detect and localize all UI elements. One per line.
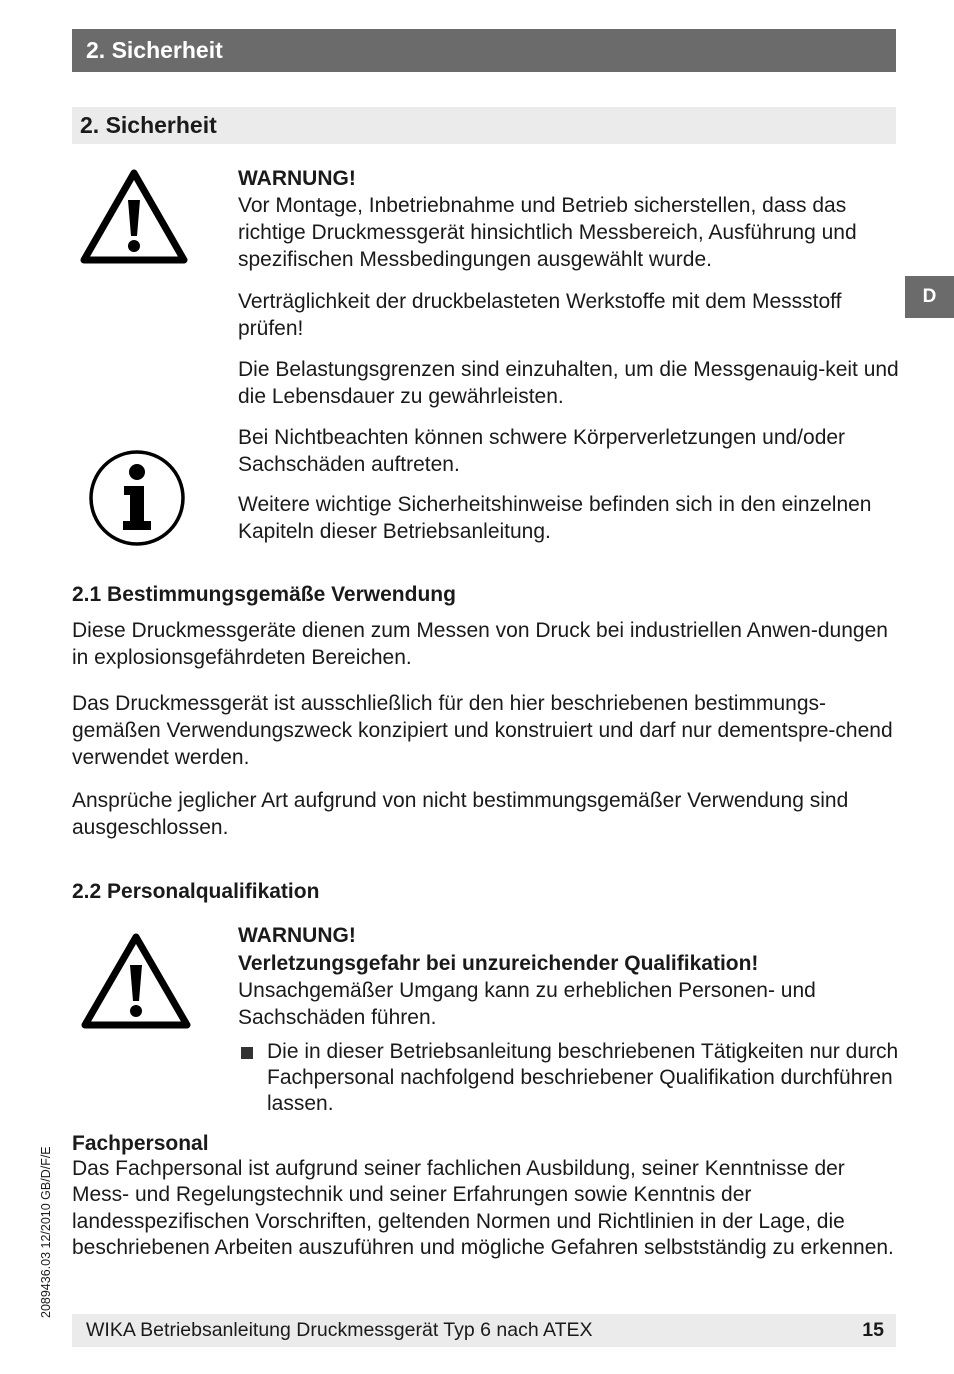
document-code: 2089436.03 12/2010 GB/D/F/E <box>39 1146 53 1318</box>
section-2-1-heading: 2.1 Bestimmungsgemäße Verwendung <box>72 583 456 606</box>
warning-triangle-icon <box>80 168 188 265</box>
info-circle-icon <box>87 448 187 548</box>
warning-label-2: WARNUNG! <box>238 924 356 947</box>
bullet-text: Die in dieser Betriebsanleitung beschriebenen Tätigkeiten nur durch Fachpersonal nachfolgend beschriebener Qualifikation durchführen lassen. <box>267 1040 899 1115</box>
bullet-square-icon <box>241 1047 253 1059</box>
warning-paragraph-1: Vor Montage, Inbetriebnahme und Betrieb sicherstellen, dass das richtige Druckmessgerät hinsichtlich Messbereich, Ausführung und spezifischen Messbedingungen ausgewählt wurde. <box>238 194 857 271</box>
section-2-1-paragraph-1: Diese Druckmessgeräte dienen zum Messen von Druck bei industriellen Anwen-dungen in explosionsgefährdeten Bereichen. <box>72 619 888 669</box>
warning-text-2: Unsachgemäßer Umgang kann zu erheblichen Personen- und Sachschäden führen. <box>238 979 816 1029</box>
warning-paragraph-4: Bei Nichtbeachten können schwere Körperverletzungen und/oder Sachschäden auftreten. <box>238 426 846 476</box>
fachpersonal-text: Das Fachpersonal ist aufgrund seiner fachlichen Ausbildung, seiner Kenntnisse der Mess- und Regelungstechnik und seiner Erfahrungen sowie Kenntnis der landesspezifischen Vorschriften, geltenden Normen und Richtlinien in der Lage, die beschriebenen Arbeiten auszuführen und mögliche Gefahren selbstständig zu erkennen. <box>72 1157 894 1259</box>
warning-triangle-icon <box>81 932 191 1030</box>
warning-title-2: Verletzungsgefahr bei unzureichender Qualifikation! <box>238 952 759 975</box>
fachpersonal-heading: Fachpersonal <box>72 1132 209 1155</box>
footer-title: WIKA Betriebsanleitung Druckmessgerät Typ 6 nach ATEX <box>86 1319 593 1341</box>
warning-paragraph-2: Verträglichkeit der druckbelasteten Werkstoffe mit dem Messstoff prüfen! <box>238 290 842 340</box>
page-number: 15 <box>862 1319 884 1341</box>
section-title: 2. Sicherheit <box>72 107 896 144</box>
info-paragraph: Weitere wichtige Sicherheitshinweise befinden sich in den einzelnen Kapiteln dieser Betriebsanleitung. <box>238 493 872 543</box>
warning-paragraph-3: Die Belastungsgrenzen sind einzuhalten, um die Messgenauig-keit und die Lebensdauer zu gewährleisten. <box>238 358 899 408</box>
chapter-header: 2. Sicherheit <box>72 29 896 72</box>
section-2-2-heading: 2.2 Personalqualifikation <box>72 880 320 903</box>
section-2-1-paragraph-3: Ansprüche jeglicher Art aufgrund von nicht bestimmungsgemäßer Verwendung sind ausgeschlossen. <box>72 789 849 839</box>
section-2-1-paragraph-2: Das Druckmessgerät ist ausschließlich für den hier beschriebenen bestimmungs-gemäßen Verwendungszweck konzipiert und konstruiert und darf nur dementspre-chend verwendet werden. <box>72 692 893 769</box>
warning-label: WARNUNG! <box>238 167 356 190</box>
language-tab: D <box>905 276 954 318</box>
page-footer <box>72 1314 896 1347</box>
